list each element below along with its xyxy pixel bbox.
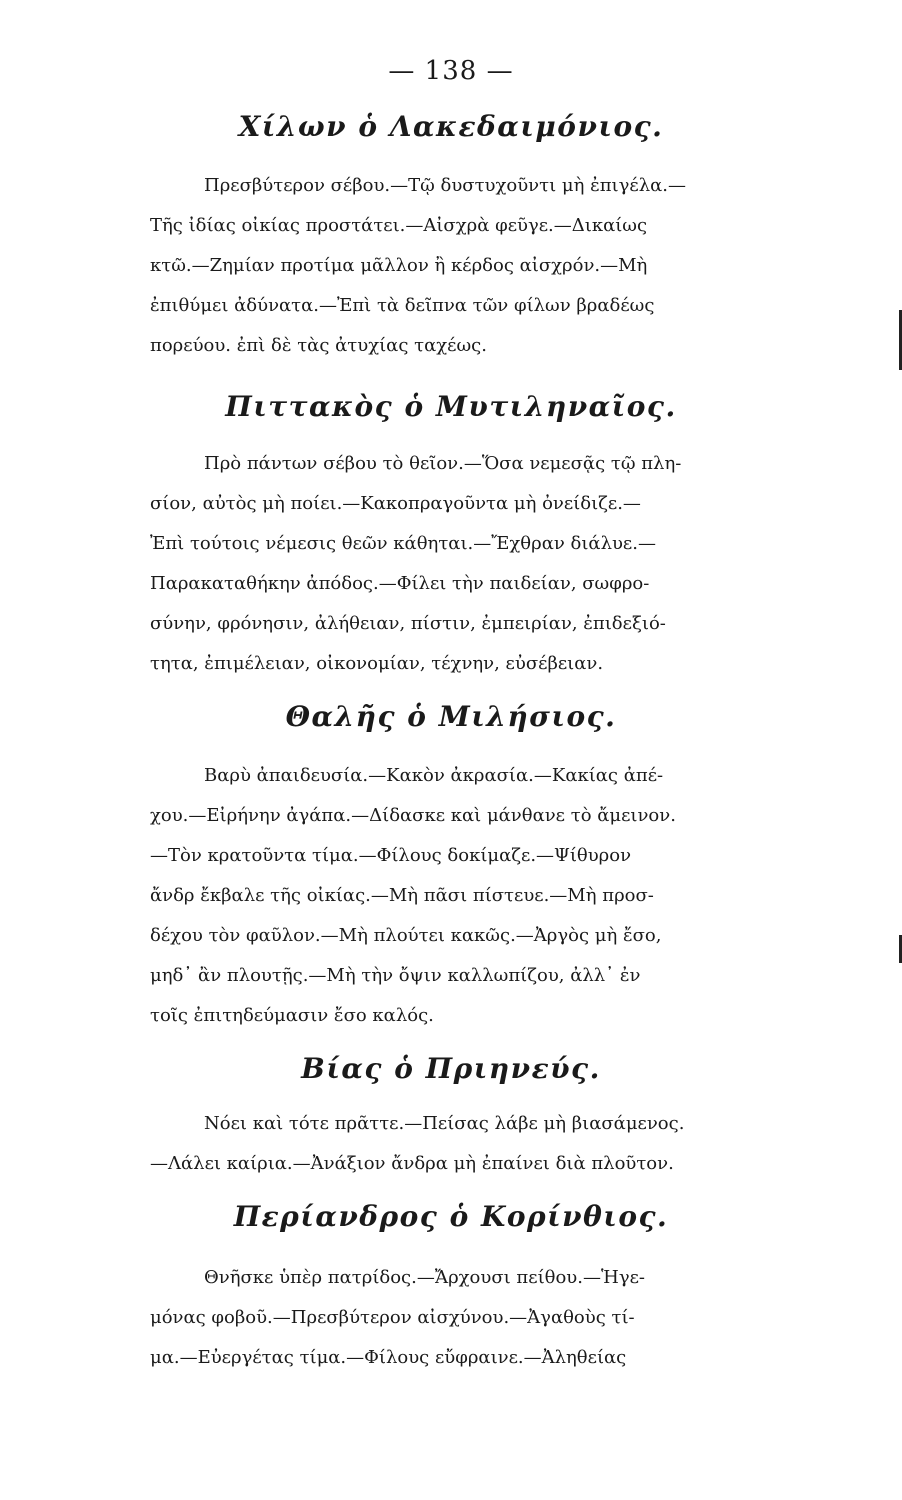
text-line: Πρὸ πάντων σέβου τὸ θεῖον.—Ὅσα νεμεσᾷς τῷ πλη- — [204, 453, 682, 474]
section-heading-periander: Περίανδρος ὁ Κορίνθιος. — [233, 1200, 669, 1233]
section-text-pittakos — [150, 444, 902, 684]
section-heading-chilon: Χίλων ὁ Λακεδαιμόνιος. — [238, 110, 664, 143]
text-line: δέχου τὸν φαῦλον.—Μὴ πλούτει κακῶς.—Ἀργὸς μὴ ἔσο, — [150, 925, 662, 946]
text-line: πορεύου. ἐπὶ δὲ τὰς ἀτυχίας ταχέως. — [150, 335, 487, 356]
text-line: Ἐπὶ τούτοις νέμεσις θεῶν κάθηται.—Ἔχθραν διάλυε.— — [150, 533, 656, 554]
text-line: —Λάλει καίρια.—Ἀνάξιον ἄνδρα μὴ ἐπαίνει διὰ πλοῦτον. — [150, 1153, 674, 1174]
section-heading-thales: Θαλῆς ὁ Μιλήσιος. — [285, 700, 617, 733]
section-text-thales — [150, 756, 902, 1036]
section-heading-pittakos: Πιττακὸς ὁ Μυτιληναῖος. — [225, 390, 677, 423]
text-line: χου.—Εἰρήνην ἀγάπα.—Δίδασκε καὶ μάνθανε τὸ ἄμεινον. — [150, 805, 676, 826]
text-line: μηδ᾿ ἂν πλουτῇς.—Μὴ τὴν ὄψιν καλλωπίζου, ἀλλ᾿ ἐν — [150, 965, 641, 986]
text-line: ἐπιθύμει ἀδύνατα.—Ἐπὶ τὰ δεῖπνα τῶν φίλων βραδέως — [150, 295, 655, 316]
text-line: τοῖς ἐπιτηδεύμασιν ἔσο καλός. — [150, 1005, 434, 1026]
text-line: Βαρὺ ἀπαιδευσία.—Κακὸν ἀκρασία.—Κακίας ἀπέ- — [204, 765, 664, 786]
section-text-bias — [150, 1104, 902, 1184]
section-heading-bias: Βίας ὁ Πριηνεύς. — [301, 1052, 601, 1085]
text-line: τητα, ἐπιμέλειαν, οἰκονομίαν, τέχνην, εὐσέβειαν. — [150, 653, 604, 674]
text-line: —Τὸν κρατοῦντα τίμα.—Φίλους δοκίμαζε.—Ψίθυρον — [150, 845, 632, 866]
text-line: Πρεσβύτερον σέβου.—Τῷ δυστυχοῦντι μὴ ἐπιγέλα.— — [204, 175, 686, 196]
text-line: Θνῆσκε ὑπὲρ πατρίδος.—Ἄρχουσι πείθου.—Ἡγε- — [204, 1267, 645, 1288]
text-line: σίον, αὐτὸς μὴ ποίει.—Κακοπραγοῦντα μὴ ὀνείδιζε.— — [150, 493, 641, 514]
text-line: κτῶ.—Ζημίαν προτίμα μᾶλλον ἢ κέρδος αἰσχρόν.—Μὴ — [150, 255, 648, 276]
text-line: Νόει καὶ τότε πρᾶττε.—Πείσας λάβε μὴ βιασάμενος. — [204, 1113, 685, 1134]
section-text-periander — [150, 1258, 902, 1378]
text-line: Τῆς ἰδίας οἰκίας προστάτει.—Αἰσχρὰ φεῦγε.—Δικαίως — [150, 215, 648, 236]
section-text-chilon — [150, 166, 902, 366]
text-line: Παρακαταθήκην ἀπόδος.—Φίλει τὴν παιδείαν, σωφρο- — [150, 573, 650, 594]
text-line: ἄνδρ ἔκβαλε τῆς οἰκίας.—Μὴ πᾶσι πίστευε.—Μὴ προσ- — [150, 885, 654, 906]
text-line: μόνας φοβοῦ.—Πρεσβύτερον αἰσχύνου.—Ἀγαθοὺς τί- — [150, 1307, 635, 1328]
text-line: μα.—Εὐεργέτας τίμα.—Φίλους εὔφραινε.—Ἀληθείας — [150, 1347, 627, 1368]
text-line: σύνην, φρόνησιν, ἀλήθειαν, πίστιν, ἐμπειρίαν, ἐπιδεξιό- — [150, 613, 666, 634]
page-number: — 138 — — [388, 56, 514, 86]
